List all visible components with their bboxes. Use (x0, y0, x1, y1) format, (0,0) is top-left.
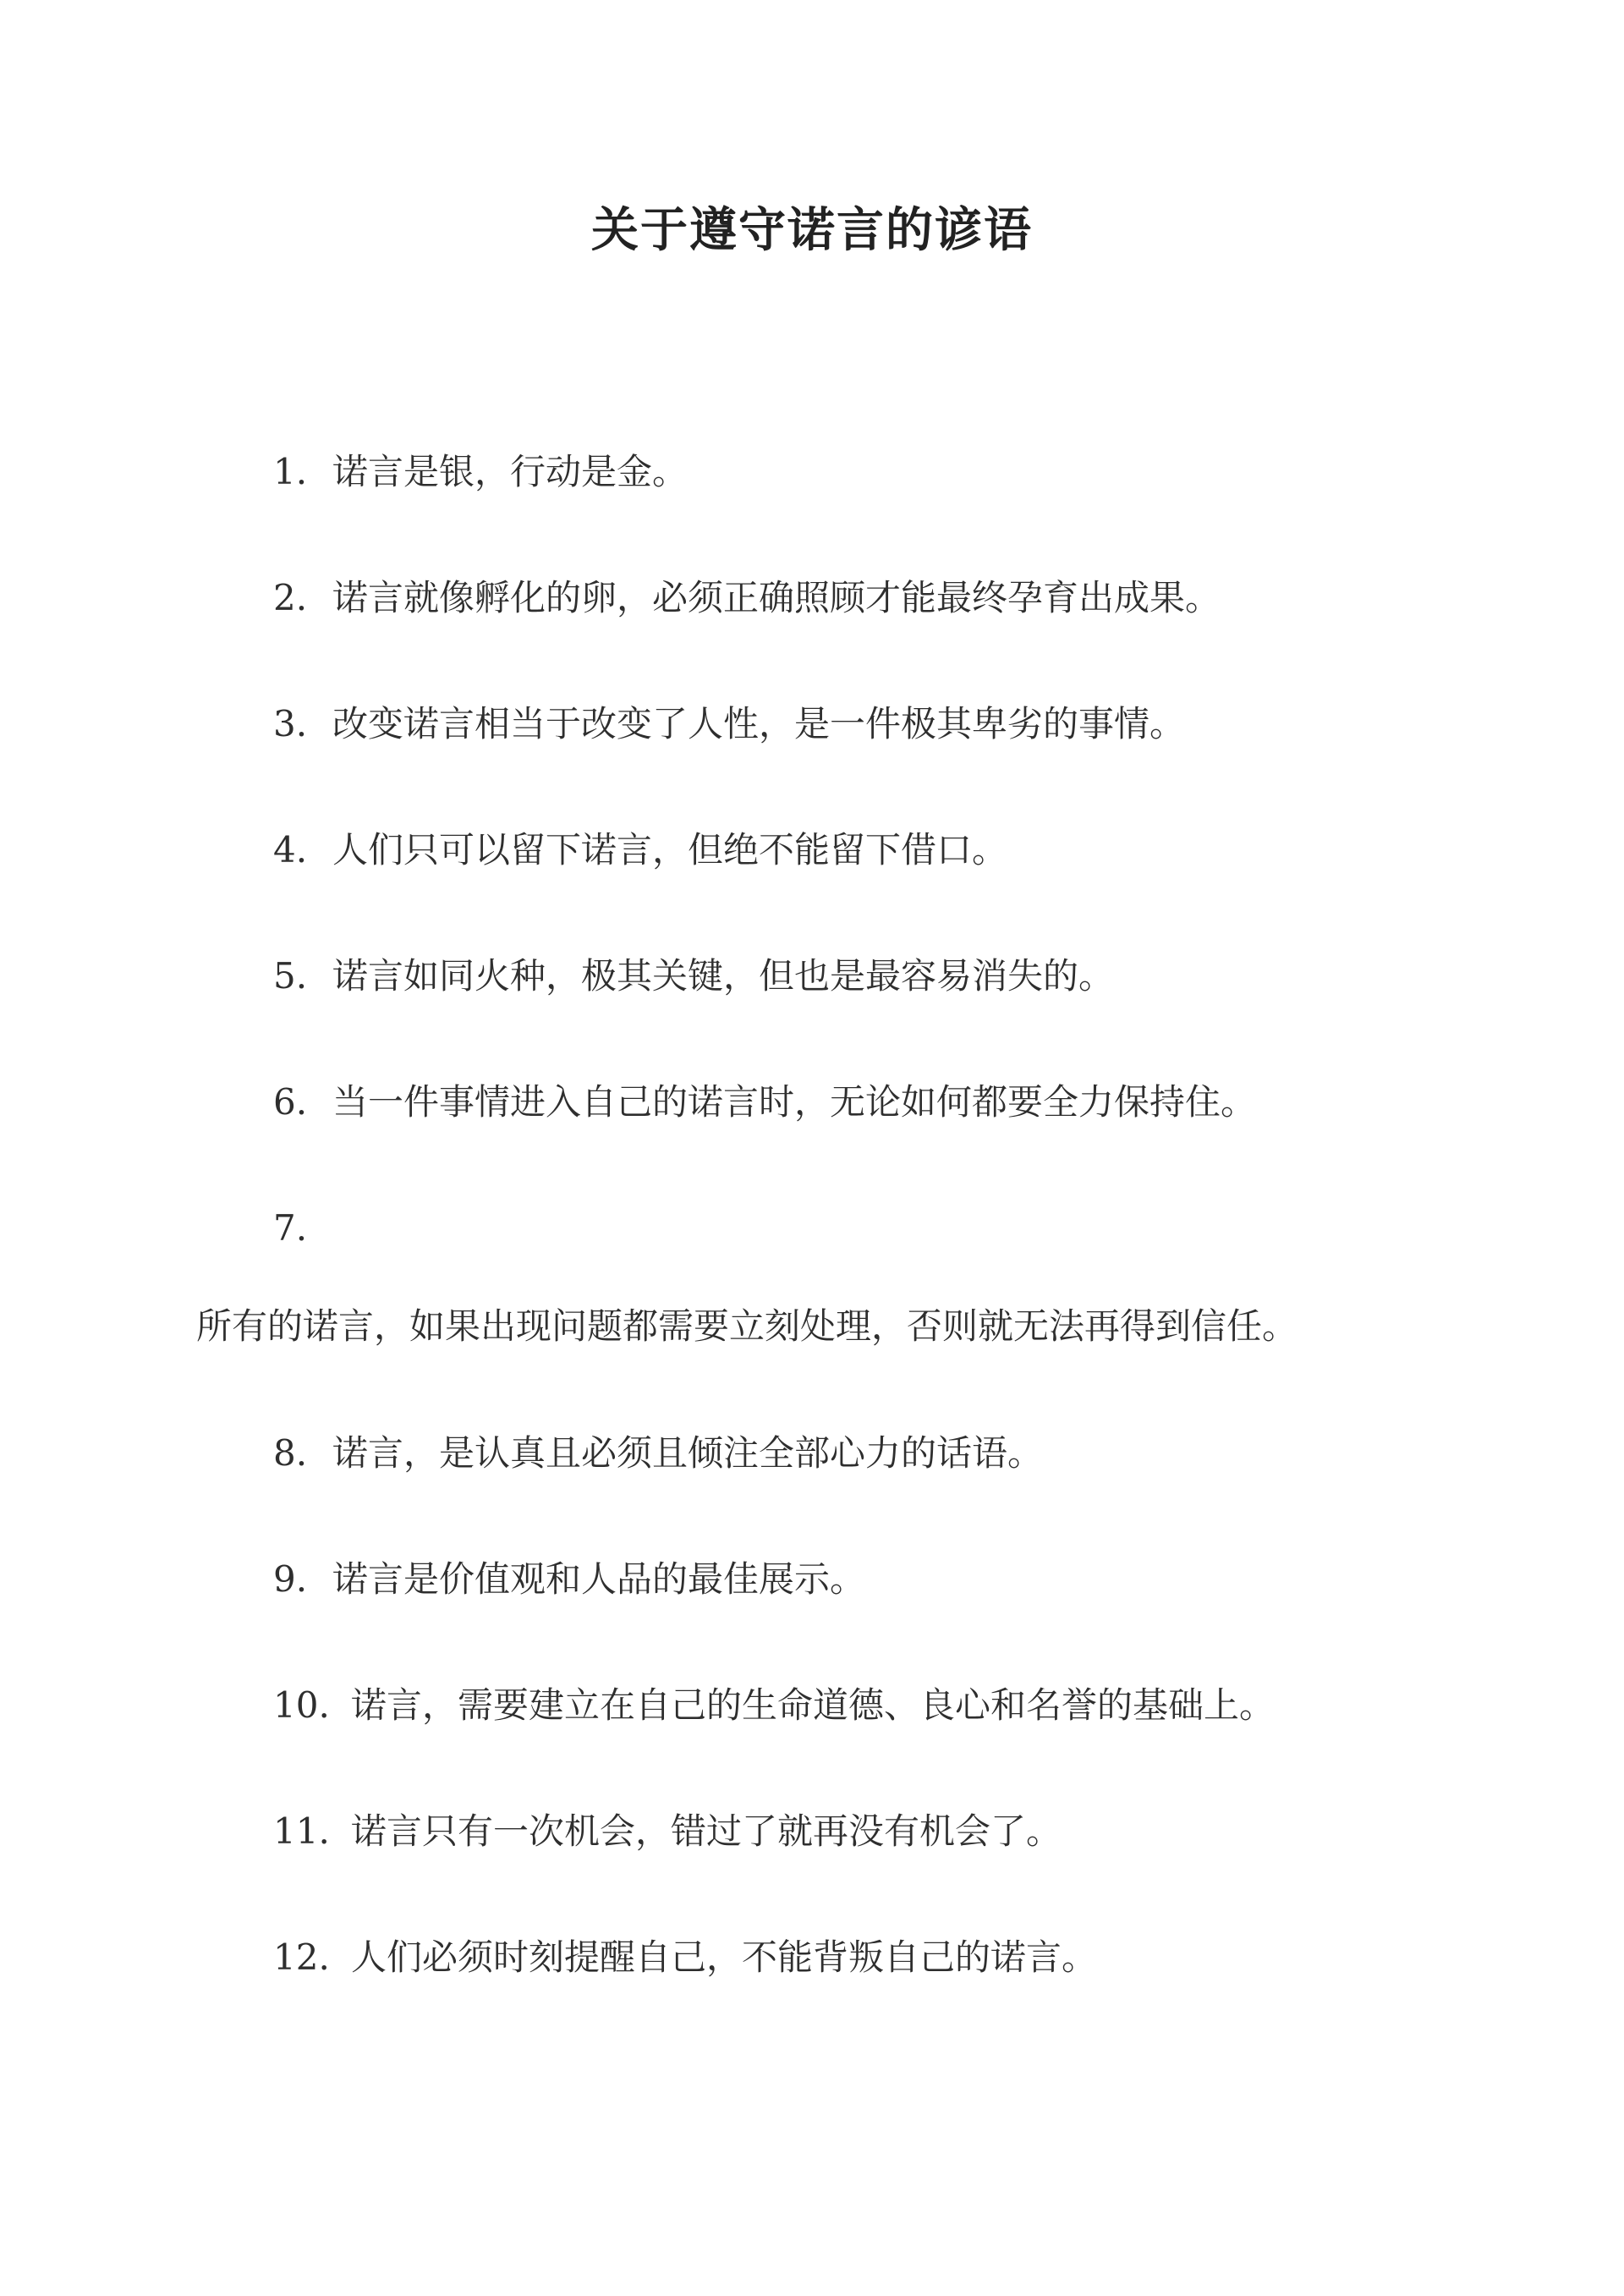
item-text: 诺言只有一次机会，错过了就再没有机会了。 (351, 1810, 1062, 1852)
item-text: 诺言就像孵化的卵，必须正确照顾才能最终孕育出成果。 (332, 577, 1221, 618)
item-text: 诺言如同火种，极其关键，但也是最容易消失的。 (332, 955, 1115, 997)
item-text: 当一件事情进入自己的诺言时，无论如何都要全力保持住。 (332, 1081, 1257, 1123)
item-text: 人们只可以留下诺言，但绝不能留下借口。 (332, 829, 1008, 871)
item-text: 诺言，需要建立在自己的生命道德、良心和名誉的基础上。 (351, 1684, 1276, 1726)
item-text: 所有的诺言，如果出现问题都需要立刻处理，否则就无法再得到信任。 (196, 1305, 1298, 1347)
item-number: 10. (273, 1684, 330, 1726)
page-title: 关于遵守诺言的谚语 (591, 202, 1033, 258)
item-number: 2. (273, 577, 308, 618)
item-number: 3. (273, 703, 308, 744)
item-number: 5. (273, 955, 308, 997)
item-text: 诺言，是认真且必须且倾注全部心力的话语。 (332, 1432, 1044, 1474)
item-number: 11. (273, 1810, 330, 1852)
item-text: 诺言是银，行动是金。 (332, 451, 689, 492)
item-number: 1. (273, 451, 308, 492)
item-text: 人们必须时刻提醒自己，不能背叛自己的诺言。 (351, 1936, 1098, 1978)
item-number: 4. (273, 829, 308, 871)
item-text: 改变诺言相当于改变了人性，是一件极其卑劣的事情。 (332, 703, 1186, 744)
item-number: 9. (273, 1558, 308, 1600)
item-text: 诺言是价值观和人品的最佳展示。 (332, 1558, 866, 1600)
item-number: 8. (273, 1432, 308, 1474)
item-number: 12. (273, 1936, 330, 1978)
item-number: 6. (273, 1081, 308, 1123)
item-number: 7. (273, 1207, 308, 1249)
